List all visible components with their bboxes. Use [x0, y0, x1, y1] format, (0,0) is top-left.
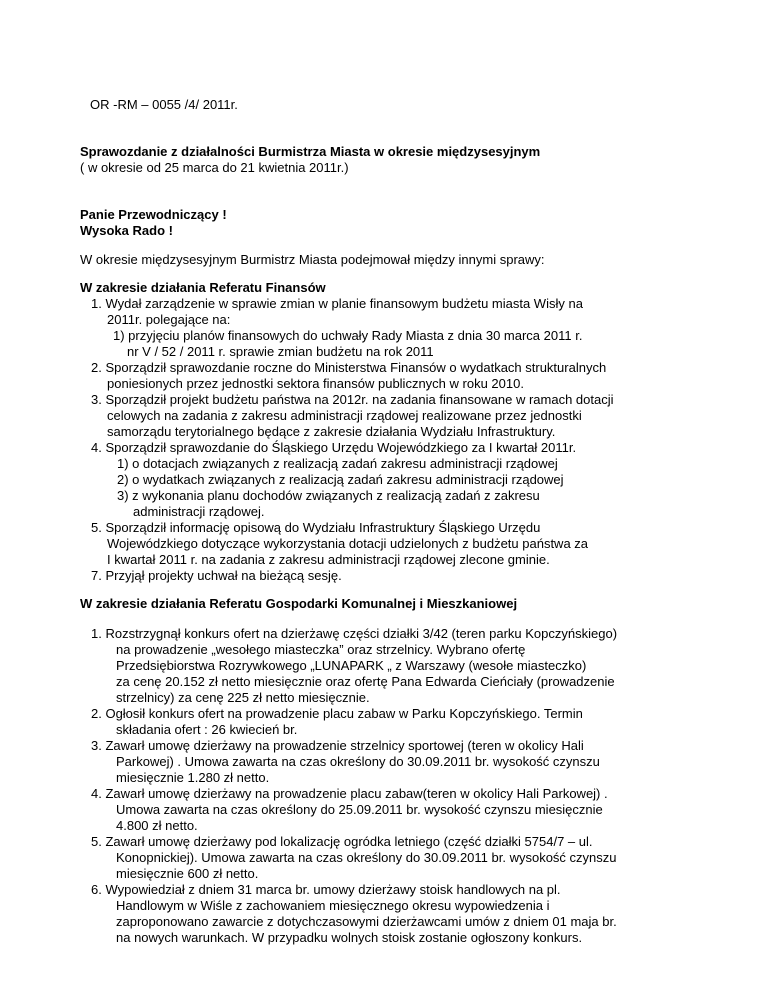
list-item: Parkowej) . Umowa zawarta na czas określony do 30.09.2011 br. wysokość czynszu [116, 754, 600, 769]
list-item: 6. Wypowiedział z dniem 31 marca br. umowy dzierżawy stoisk handlowych na pl. [91, 882, 561, 897]
list-item: 1. Wydał zarządzenie w sprawie zmian w planie finansowym budżetu miasta Wisły na [91, 296, 583, 311]
report-period: ( w okresie od 25 marca do 21 kwietnia 2011r.) [80, 160, 349, 175]
list-item: nr V / 52 / 2011 r. sprawie zmian budżetu na rok 2011 [127, 344, 434, 359]
list-item: Umowa zawarta na czas określony do 25.09.2011 br. wysokość czynszu miesięcznie [116, 802, 603, 817]
list-item: 1) o dotacjach związanych z realizacją zadań zakresu administracji rządowej [117, 456, 558, 471]
list-item: Przedsiębiorstwa Rozrywkowego „LUNAPARK „ z Warszawy (wesołe miasteczko) [116, 658, 587, 673]
intro-paragraph: W okresie międzysesyjnym Burmistrz Miasta podejmował między innymi sprawy: [80, 252, 545, 267]
report-title: Sprawozdanie z działalności Burmistrza Miasta w okresie międzysesyjnym [80, 144, 541, 159]
section-heading-communal: W zakresie działania Referatu Gospodarki Komunalnej i Mieszkaniowej [80, 596, 518, 611]
list-item: 4. Zawarł umowę dzierżawy na prowadzenie placu zabaw(teren w okolicy Hali Parkowej) . [91, 786, 608, 801]
list-item: 1. Rozstrzygnął konkurs ofert na dzierżawę części działki 3/42 (teren parku Kopczyńskiego) [91, 626, 618, 641]
list-item: 1) przyjęciu planów finansowych do uchwały Rady Miasta z dnia 30 marca 2011 r. [113, 328, 583, 343]
list-item: na prowadzenie „wesołego miasteczka” oraz strzelnicy. Wybrano ofertę [116, 642, 526, 657]
list-item: 3. Zawarł umowę dzierżawy na prowadzenie strzelnicy sportowej (teren w okolicy Hali [91, 738, 584, 753]
list-item: 5. Sporządził informację opisową do Wydziału Infrastruktury Śląskiego Urzędu [91, 520, 541, 535]
list-item: na nowych warunkach. W przypadku wolnych stoisk zostanie ogłoszony konkurs. [116, 930, 583, 945]
list-item: poniesionych przez jednostki sektora finansów publicznych w roku 2010. [107, 376, 524, 391]
list-item: zaproponowano zawarcie z dotychczasowymi dzierżawcami umów z dniem 01 maja br. [116, 914, 617, 929]
list-item: 7. Przyjął projekty uchwał na bieżącą sesję. [91, 568, 342, 583]
list-item: Handlowym w Wiśle z zachowaniem miesięcznego okresu wypowiedzenia i [116, 898, 550, 913]
list-item: 3. Sporządził projekt budżetu państwa na 2012r. na zadania finansowane w ramach dotacji [91, 392, 614, 407]
list-item: 5. Zawarł umowę dzierżawy pod lokalizację ogródka letniego (część działki 5754/7 – ul. [91, 834, 593, 849]
list-item: Konopnickiej). Umowa zawarta na czas określony do 30.09.2011 br. wysokość czynszu [116, 850, 617, 865]
list-item: strzelnicy) za cenę 225 zł netto miesięcznie. [116, 690, 370, 705]
list-item: Wojewódzkiego dotyczące wykorzystania dotacji udzielonych z budżetu państwa za [107, 536, 589, 551]
list-item: za cenę 20.152 zł netto miesięcznie oraz ofertę Pana Edwarda Cieńciały (prowadzenie [116, 674, 615, 689]
list-item: składania ofert : 26 kwiecień br. [116, 722, 298, 737]
list-item: celowych na zadania z zakresu administracji rządowej realizowane przez jednostki [107, 408, 582, 423]
list-item: I kwartał 2011 r. na zadania z zakresu administracji rządowej zlecone gminie. [107, 552, 550, 567]
section-heading-finance: W zakresie działania Referatu Finansów [80, 280, 326, 295]
reference-number: OR -RM – 0055 /4/ 2011r. [90, 97, 238, 112]
list-item: 3) z wykonania planu dochodów związanych z realizacją zadań z zakresu [117, 488, 540, 503]
salutation-chairman: Panie Przewodniczący ! [80, 207, 227, 222]
list-item: 4.800 zł netto. [116, 818, 198, 833]
list-item: 2) o wydatkach związanych z realizacją zadań zakresu administracji rządowej [117, 472, 564, 487]
list-item: 2. Ogłosił konkurs ofert na prowadzenie placu zabaw w Parku Kopczyńskiego. Termin [91, 706, 583, 721]
list-item: administracji rządowej. [133, 504, 265, 519]
list-item: 4. Sporządził sprawozdanie do Śląskiego Urzędu Wojewódzkiego za I kwartał 2011r. [91, 440, 577, 455]
salutation-council: Wysoka Rado ! [80, 223, 173, 238]
list-item: miesięcznie 1.280 zł netto. [116, 770, 270, 785]
list-item: 2011r. polegające na: [107, 312, 231, 327]
list-item: samorządu terytorialnego będące z zakresie działania Wydziału Infrastruktury. [107, 424, 556, 439]
list-item: miesięcznie 600 zł netto. [116, 866, 259, 881]
list-item: 2. Sporządził sprawozdanie roczne do Ministerstwa Finansów o wydatkach strukturalnych [91, 360, 607, 375]
